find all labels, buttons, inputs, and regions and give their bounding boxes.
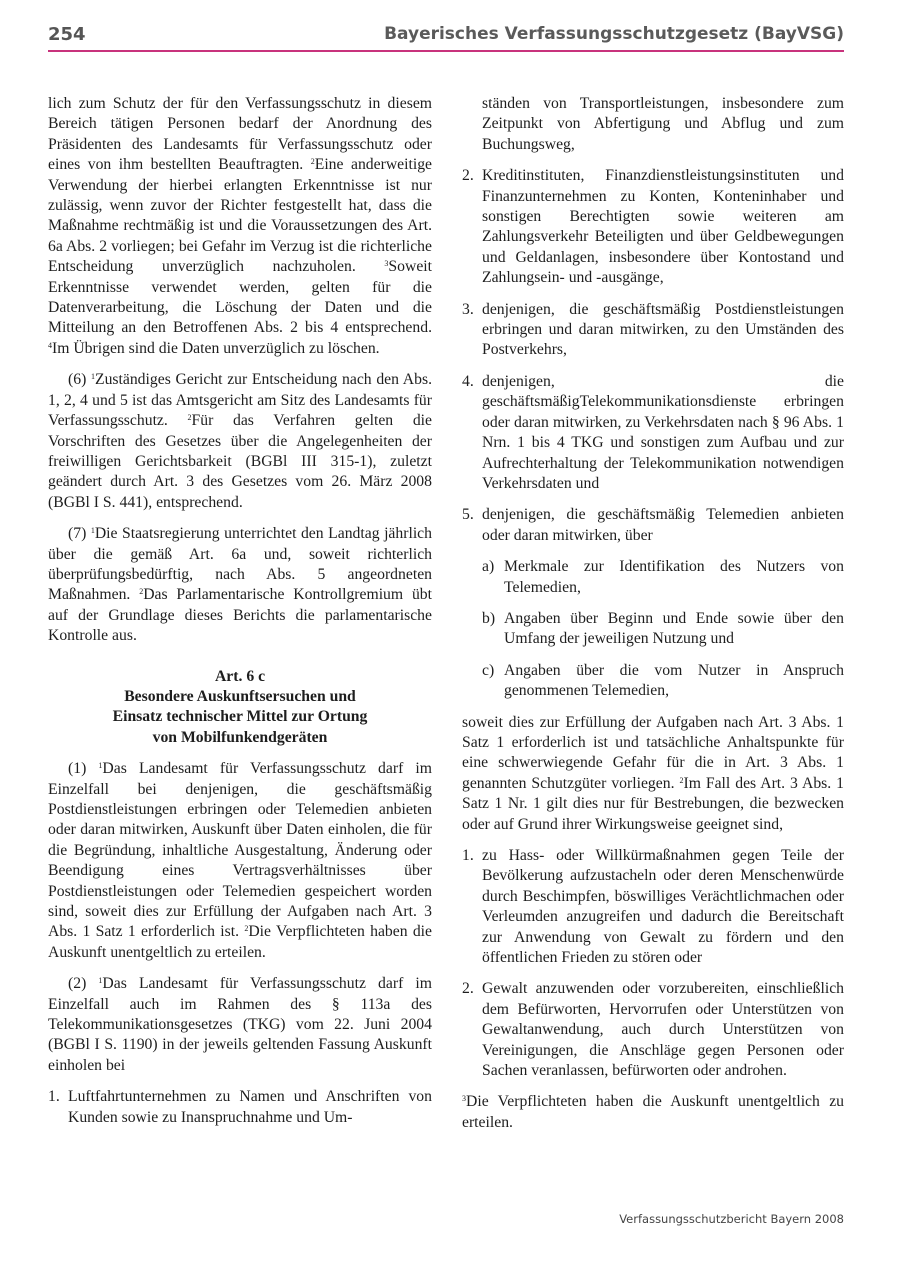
paragraph-continued: lich zum Schutz der für den Verfassungsschutz in diesem Bereich tätigen Personen bedarf der Anordnung des Präsidenten des Landesamts für Verfassungsschutz oder eines von ihm bestellten Beauftragten. $^2$Eine anderweitige Verwendung der hierbei erlangten Erkenntnisse ist nur zulässig, wenn zuvor der Richter festgestellt hat, dass die Maßnahme rechtmäßig ist und die Voraussetzungen des Art. 6a Abs. 2 vorliegen; bei Gefahr im Verzug ist die richterliche Entscheidung unverzüglich nachzuholen. $^3$Soweit Erkenntnisse verwendet werden, gelten für die Datenverarbeitung, die Löschung der Daten und die Mitteilung an den Betroffenen Abs. 2 bis 4 entsprechend. $^4$Im Übrigen sind die Daten unverzüglich zu löschen.: [48, 95, 432, 357]
article-heading: [48, 667, 432, 749]
running-title: Bayerisches Verfassungsschutzgesetz (BayVSG): [384, 24, 844, 44]
paragraph-art6c-1: (1) $^1$Das Landesamt für Verfassungsschutz darf im Einzelfall bei denjenigen, die geschäftsmäßig Postdienstleistungen erbringen oder Telemedien anbieten oder daran mitwirken, Auskunft über Daten einholen, die für die Begründung, inhaltliche Ausgestaltung, Änderung oder Beendigung eines Vertragsverhältnisses über Postdienstleistungen oder Telemedien gespeichert worden sind, soweit dies zur Erfüllung der Aufgaben nach Art. 3 Abs. 1 Satz 1 erforderlich ist. $^2$Die Verpflichteten haben die Auskunft unentgeltlich zu erteilen.: [48, 760, 432, 961]
list-item: 1. Luftfahrtunternehmen zu Namen und Anschriften von Kunden sowie zu Inanspruchnahme und Um-: [48, 1088, 432, 1126]
list-item: 2. Gewalt anzuwenden oder vorzubereiten, einschließlich dem Befürworten, Hervorrufen oder Unterstützen von Gewaltanwendung, auch durch Unterstützen von Vereinigungen, die Anschläge gegen Personen oder Sachen veranlassen, befürworten oder androhen.: [462, 980, 844, 1080]
article-number: Art. 6 c: [214, 667, 266, 685]
list-item: 4. denjenigen, die geschäftsmäßigTelekommunikationsdienste erbringen oder daran mitwirken, zu Verkehrsdaten nach § 96 Abs. 1 Nrn. 1 bis 4 TKG und sonstigen zum Aufbau und zur Aufrechterhaltung der Telekommunikation notwendigen Verkehrsdaten und: [462, 372, 844, 492]
right-column: [462, 94, 844, 1144]
article-title-line: Besondere Auskunftsersuchen und: [124, 687, 356, 705]
sub-list-item: c) Angaben über die vom Nutzer in Anspruch genommenen Telemedien,: [482, 661, 844, 700]
list-item: 1. zu Hass- oder Willkürmaßnahmen gegen Teile der Bevölkerung aufzustacheln oder deren Menschenwürde durch Beschimpfen, böswilliges Verächtlichmachen oder Verleumden anzugreifen und dadurch die Bereitschaft zur Anwendung von Gewalt zu fördern und den öffentlichen Frieden zu stören oder: [462, 847, 844, 967]
paragraph-soweit: soweit dies zur Erfüllung der Aufgaben nach Art. 3 Abs. 1 Satz 1 erforderlich ist und tatsächliche Anhaltspunkte für eine schwerwiegende Gefahr für die in Art. 3 Abs. 1 genannten Schutzgüter vorliegen. $^2$Im Fall des Art. 3 Abs. 1 Satz 1 Nr. 1 gilt dies nur für Bestrebungen, die bezwecken oder auf Grund ihrer Wirkungsweise geeignet sind,: [462, 713, 845, 833]
page-header: [48, 18, 844, 50]
header-rule: [48, 50, 844, 52]
sub-list-item: a) Merkmale zur Identifikation des Nutzers von Telemedien,: [482, 558, 844, 596]
footer-text: Verfassungsschutzbericht Bayern 2008: [619, 1212, 844, 1226]
list-item: 3. denjenigen, die geschäftsmäßig Postdienstleistungen erbringen und daran mitwirken, zu den Umständen des Postverkehrs,: [462, 300, 844, 359]
paragraph-6: (6) $^1$Zuständiges Gericht zur Entscheidung nach den Abs. 1, 2, 4 und 5 ist das Amtsgericht am Sitz des Landesamts für Verfassungsschutz. $^2$Für das Verfahren gelten die Vorschriften des Gesetzes über die Angelegenheiten der freiwilligen Gerichtsbarkeit (BGBl III 315-1), zuletzt geändert durch Art. 3 des Gesetzes vom 26. März 2008 (BGBl I S. 441), entsprechend.: [48, 371, 432, 511]
sub-list-item: b) Angaben über Beginn und Ende sowie über den Umfang der jeweiligen Nutzung und: [482, 609, 844, 648]
paragraph-7: (7) $^1$Die Staatsregierung unterrichtet den Landtag jährlich über die gemäß Art. 6a und, soweit richterlich überprüfungsbedürftig, nach Abs. 5 angeordneten Maßnahmen. $^2$Das Parlamentarische Kontrollgremium übt auf der Grundlage dieses Berichts die parlamentarische Kontrolle aus.: [48, 525, 432, 645]
list-item: 5. denjenigen, die geschäftsmäßig Telemedien anbieten oder daran mitwirken, über: [462, 506, 844, 544]
article-title-line: von Mobilfunkendgeräten: [152, 728, 328, 746]
paragraph-final: $^3$Die Verpflichteten haben die Auskunft unentgeltlich zu erteilen.: [462, 1093, 844, 1131]
page-number: 254: [48, 24, 86, 45]
list-item-continued: ständen von Transportleistungen, insbesondere zum Zeitpunkt von Abfertigung und Abflug und zum Buchungsweg,: [482, 95, 844, 153]
list-item: 2. Kreditinstituten, Finanzdienstleistungsinstituten und Finanzunternehmen zu Konten, Konteninhaber und sonstigen Berechtigten sowie weiteren am Zahlungsverkehr Beteiligten und über Geldbewegungen und Geldanlagen, insbesondere über Kontostand und Zahlungsein- und -ausgänge,: [462, 167, 844, 287]
left-column: [48, 94, 432, 1139]
article-title-line: Einsatz technischer Mittel zur Ortung: [112, 708, 368, 726]
paragraph-art6c-2: (2) $^1$Das Landesamt für Verfassungsschutz darf im Einzelfall auch im Rahmen des § 113a des Telekommunikationsgesetzes (TKG) vom 22. Juni 2004 (BGBl I S. 1190) in der jeweils geltenden Fassung Auskunft einholen bei: [48, 975, 432, 1074]
